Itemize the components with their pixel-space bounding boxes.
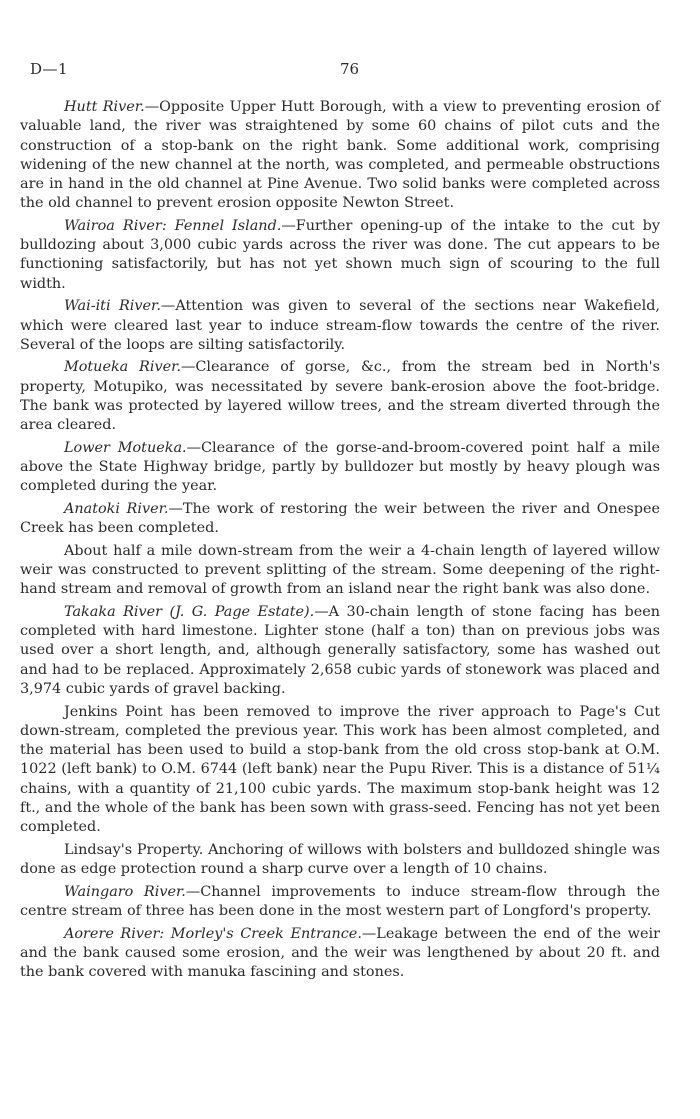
paragraph-text: —A 30-chain length of stone facing has been completed with hard limestone. Lighter stone (half a ton) than on previous jobs was used over a short length, and, although generally satisfactory, some has washed out and had to be replaced. Approximately 2,658 cubic yards of stonework was placed and 3,974 cubic yards of gravel backing.: [20, 603, 660, 697]
paragraph-takaka-river: [20, 603, 660, 699]
paragraph-text: —Clearance of gorse, &c., from the stream bed in North's property, Motupiko, was necessitated by severe bank-erosion above the foot-bridge. The bank was protected by layered willow trees, and the stream diverted through the area cleared.: [20, 359, 660, 434]
river-heading: Aorere River: Morley's Creek Entrance.: [64, 925, 362, 942]
paragraph-text: —The work of restoring the weir between the river and Onespee Creek has been completed.: [20, 500, 660, 537]
page-number: 76: [340, 60, 360, 78]
river-heading: Anatoki River.: [64, 500, 169, 517]
paragraph-anatoki-river: [20, 500, 660, 539]
paragraph-waingaro-river: [20, 883, 660, 922]
page-header: [30, 60, 660, 84]
river-heading: Wairoa River: Fennel Island.: [64, 217, 282, 234]
paragraph-text: Lindsay's Property. Anchoring of willows with bolsters and bulldozed shingle was done as edge protection round a sharp curve over a length of 10 chains.: [20, 841, 660, 878]
paragraph-text: —Attention was given to several of the sections near Wakefield, which were cleared last year to induce stream-flow towards the centre of the river. Several of the loops are silting satisfactorily.: [20, 298, 660, 353]
paragraph-hutt-river: [20, 98, 660, 214]
paragraph-wai-iti-river: [20, 297, 660, 355]
river-heading: Takaka River (J. G. Page Estate).: [64, 603, 315, 620]
paragraph-jenkins-point: [20, 703, 660, 838]
document-code: D—1: [30, 60, 69, 78]
paragraph-text: —Opposite Upper Hutt Borough, with a view to preventing erosion of valuable land, the river was straightened by some 60 chains of pilot cuts and the construction of a stop-bank on the right bank. Some additional work, comprising widening of the new channel at the north, was completed, and permeable obstructions are in hand in the old channel at Pine Avenue. Two solid banks were completed across the old channel to prevent erosion opposite Newton Street.: [20, 99, 660, 212]
paragraph-text: About half a mile down-stream from the weir a 4-chain length of layered willow weir was constructed to prevent splitting of the stream. Some deepening of the right-hand stream and removal of growth from an island near the right bank was also done.: [20, 542, 660, 598]
river-heading: Lower Motueka.: [64, 439, 187, 456]
paragraph-text: —Channel improvements to induce stream-flow through the centre stream of three has been done in the most western part of Longford's property.: [20, 883, 660, 919]
paragraph-text: Jenkins Point has been removed to improve the river approach to Page's Cut down-stream, completed the previous year. This work has been almost completed, and the material has been used to build a stop-bank from the old cross stop-bank at O.M. 1022 (left bank) to O.M. 6744 (left bank) near the Pupu River. This is a distance of 51¼ chains, with a quantity of 21,100 cubic yards. The maximum stop-bank height was 12 ft., and the whole of the bank has been sown with grass-seed. Fencing has not yet been completed.: [20, 703, 660, 836]
paragraph-motueka-river: [20, 358, 660, 435]
paragraph-aorere-river: [20, 925, 660, 983]
paragraph-wairoa-river: [20, 217, 660, 294]
paragraph-text: —Further opening-up of the intake to the cut by bulldozing about 3,000 cubic yards across the river was done. The cut appears to be functioning satisfactorily, but has not yet shown much sign of scouring to the full width.: [20, 217, 660, 292]
river-heading: Waingaro River.: [64, 883, 186, 900]
river-heading: Wai-iti River.: [64, 298, 161, 315]
report-body: [20, 98, 660, 986]
paragraph-text: —Clearance of the gorse-and-broom-covered point half a mile above the State Highway bridge, partly by bulldozer but mostly by heavy plough was completed during the year.: [20, 439, 660, 495]
paragraph-lindsays-property: [20, 841, 660, 880]
river-heading: Hutt River.: [64, 99, 145, 115]
river-heading: Motueka River.: [64, 359, 182, 376]
paragraph-lower-motueka: [20, 439, 660, 497]
paragraph-text: —Leakage between the end of the weir and the bank caused some erosion, and the weir was lengthened by about 20 ft. and the bank covered with manuka fascining and stones.: [20, 925, 660, 981]
paragraph-anatoki-weir: [20, 542, 660, 600]
